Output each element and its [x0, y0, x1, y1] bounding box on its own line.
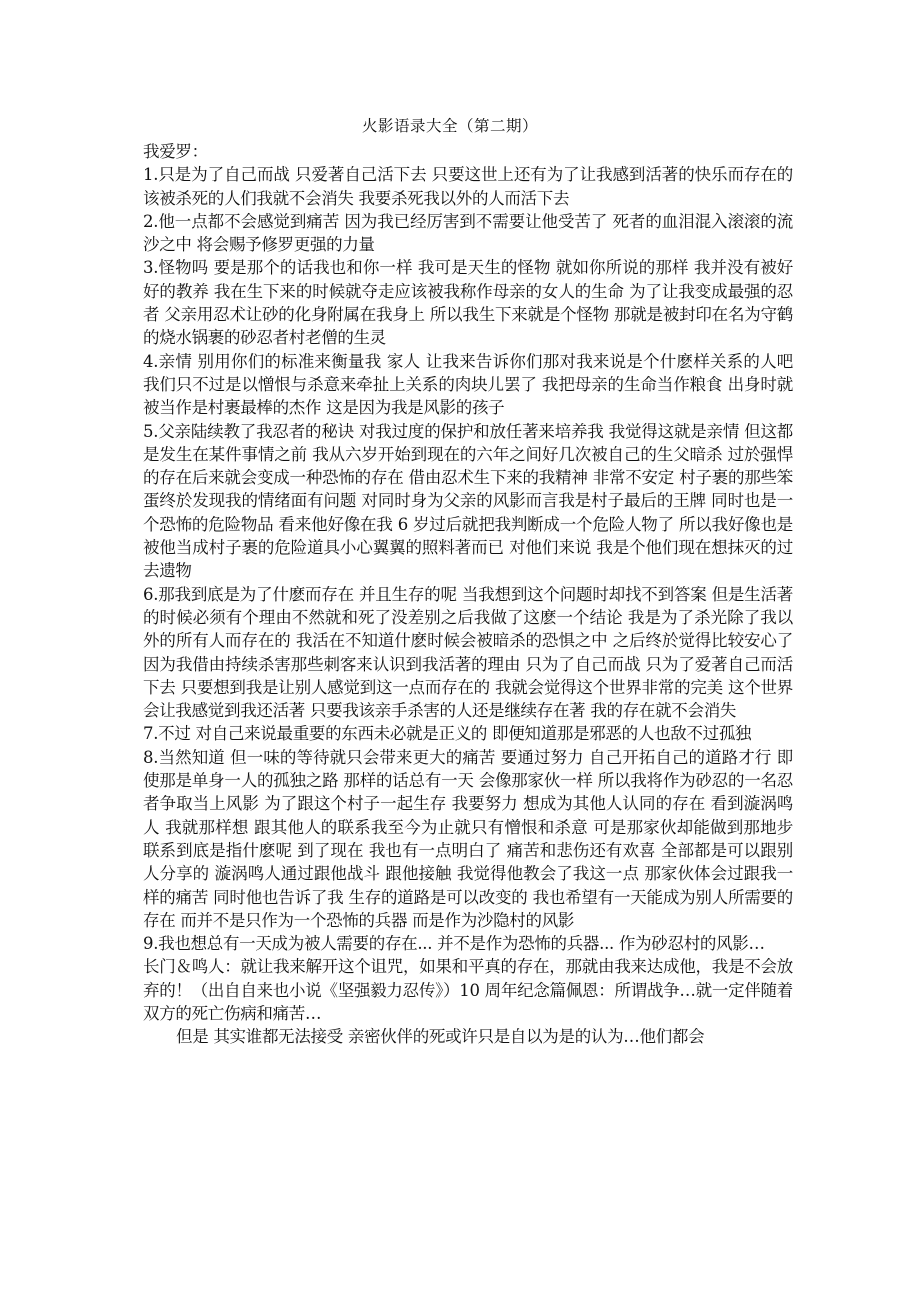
document-title: 火影语录大全（第二期）: [361, 117, 538, 135]
section-heading-gaara: 我爱罗：: [143, 142, 208, 161]
quote-paragraph: 2.他一点都不会感觉到痛苦 因为我已经厉害到不需要让他受苦了 死者的血泪混入滚滚的流沙之中 将会赐予修罗更强的力量: [143, 211, 793, 255]
quote-paragraph: 5.父亲陆续教了我忍者的秘诀 对我过度的保护和放任著来培养我 我觉得这就是亲情 但这都是发生在某件事情之前 我从六岁开始到现在的六年之间好几次被自己的生父暗杀 过於强悍的存在后来就会变成一种恐怖的存在 借由忍术生下来的我精神 非常不安定 村子裹的那些笨蛋终於发现我的情绪面有问题 对同时身为父亲的风影而言我是村子最后的王牌 同时也是一个恐怖的危险物品 看来他好像在我 6 岁过后就把我判断成一个危险人物了 所以我好像也是被他当成村子裹的危险道具小心翼翼的照料著而已 对他们来说 我是个他们现在想抹灭的过去遗物: [143, 421, 793, 581]
quote-paragraph: 1.只是为了自己而战 只爱著自己活下去 只要这世上还有为了让我感到活著的快乐而存在的该被杀死的人们我就不会消失 我要杀死我以外的人而活下去: [143, 165, 793, 208]
quote-paragraph: 8.当然知道 但一味的等待就只会带来更大的痛苦 要通过努力 自己开拓自己的道路才行 即使那是单身一人的孤独之路 那样的话总有一天 会像那家伙一样 所以我将作为砂忍的一名忍者争取当上风影 为了跟这个村子一起生存 我要努力 想成为其他人认同的存在 看到漩涡鸣人 我就那样想 跟其他人的联系我至今为止就只有憎恨和杀意 可是那家伙却能做到那地步 联系到底是指什麽呢 到了现在 我也有一点明白了 痛苦和悲伤还有欢喜 全部都是可以跟别人分享的 漩涡鸣人通过跟他战斗 跟他接触 我觉得他教会了我这一点 那家伙体会过跟我一样的痛苦 同时他也告诉了我 生存的道路是可以改变的 我也希望有一天能成为别人所需要的存在 而并不是只作为一个恐怖的兵器 而是作为沙隐村的风影: [143, 747, 793, 930]
quote-paragraph-indented: 但是 其实谁都无法接受 亲密伙伴的死或许只是自以为是的认为…他们都会: [176, 1027, 705, 1047]
quote-paragraph: 7.不过 对自己来说最重要的东西未必就是正义的 即便知道那是邪恶的人也敌不过孤独: [143, 724, 752, 744]
quote-paragraph: 3.怪物吗 要是那个的话我也和你一样 我可是天生的怪物 就如你所说的那样 我并没有被好好的教养 我在生下来的时候就夺走应该被我称作母亲的女人的生命 为了让我变成最强的忍者 父亲用忍术让砂的化身附属在我身上 所以我生下来就是个怪物 那就是被封印在名为守鹤的烧水锅裹的砂忍者村老僧的生灵: [143, 258, 793, 348]
quote-paragraph-nagato-naruto: 长门＆鸣人：就让我来解开这个诅咒，如果和平真的存在，那就由我来达成他，我是不会放弃的！（出自自来也小说《坚强毅力忍传》）10 周年纪念篇佩恩：所谓战争…就一定伴随着双方的死亡伤病和痛苦…: [143, 957, 793, 1023]
quote-paragraph: 9.我也想总有一天成为被人需要的存在... 并不是作为恐怖的兵器... 作为砂忍村的风影…: [143, 934, 765, 954]
quote-paragraph: 6.那我到底是为了什麽而存在 并且生存的呢 当我想到这个问题时却找不到答案 但是生活著的时候必须有个理由不然就和死了没差别之后我做了这麽一个结论 我是为了杀光除了我以外的所有人而存在的 我活在不知道什麽时候会被暗杀的恐惧之中 之后终於觉得比较安心了 因为我借由持续杀害那些刺客来认识到我活著的理由 只为了自己而战 只为了爱著自己而活下去 只要想到我是让别人感觉到这一点而存在的 我就会觉得这个世界非常的完美 这个世界会让我感觉到我还活著 只要我该亲手杀害的人还是继续存在著 我的存在就不会消失: [143, 584, 793, 721]
quote-paragraph: 4.亲情 别用你们的标准来衡量我 家人 让我来告诉你们那对我来说是个什麽样关系的人吧 我们只不过是以憎恨与杀意来牵扯上关系的肉块儿罢了 我把母亲的生命当作粮食 出身时就被当作是村裹最棒的杰作 这是因为我是风影的孩子: [143, 351, 793, 418]
document-body: [143, 140, 793, 1049]
